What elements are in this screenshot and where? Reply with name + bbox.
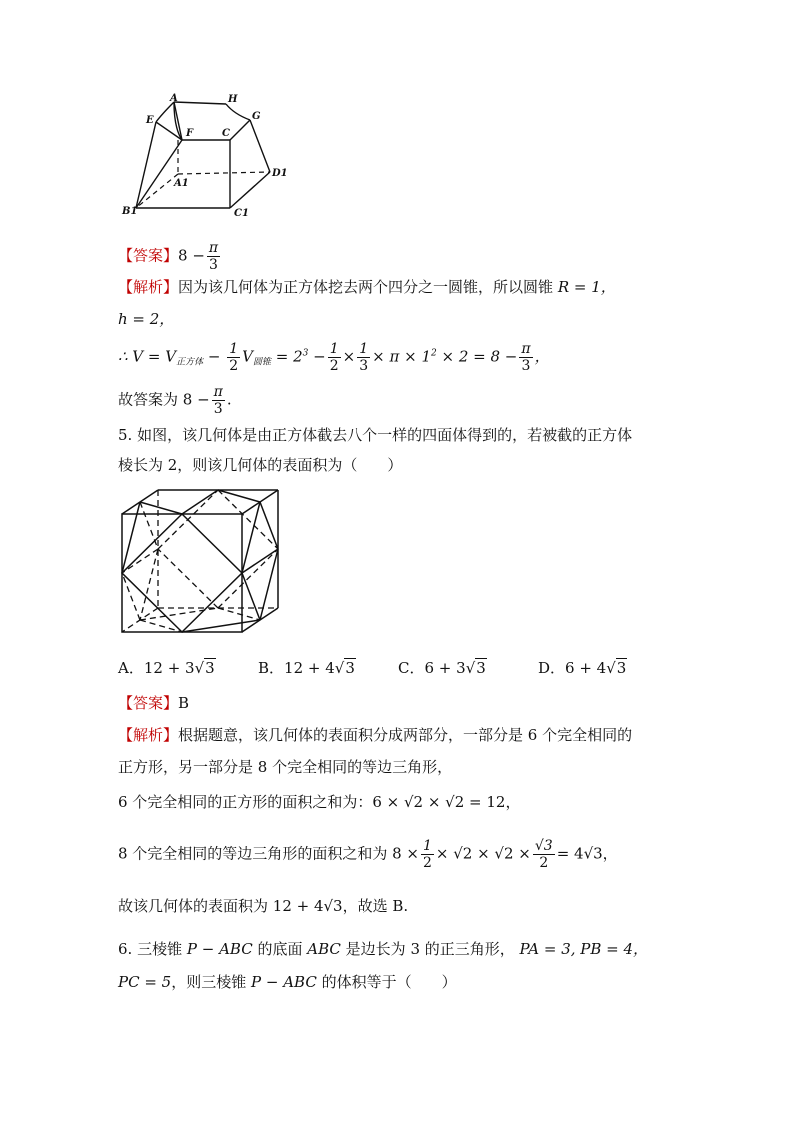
q4-formula: ∴ $V = V_{正方体}$ − $\frac{1}{2}$ $V_{圆锥} = 2^3$ − $\frac{1}{2}$ × $\frac{1}{3}$ × $\pi \times 1^2 \times 2 = 8$ − $\frac{\pi}{3}$ ， [118,341,550,374]
label-A: A [170,93,178,104]
q4-analysis-h: h = 2， [118,310,175,328]
label-E: E [146,115,154,126]
q4-analysis-line1: 【解析】因为该几何体为正方体挖去两个四分之一圆锥，所以圆锥 R = 1， [118,278,616,296]
q5-stem-line2: 棱长为 2，则该几何体的表面积为（ ） [118,456,403,474]
label-D1: D1 [272,168,288,179]
q5-squares: 6 个完全相同的正方形的面积之和为：6 × √2 × √2 = 12， [118,793,521,811]
label-C1: C1 [234,208,249,219]
label-B1: B1 [122,206,138,217]
answer-tag: 【答案】 [118,246,179,265]
figure-cube-quarter-cones [118,90,298,220]
label-A1: A1 [174,178,189,189]
q4-conclusion: 故答案为 8 − $\frac{\pi}{3}$ . [118,384,232,417]
label-G: G [252,111,261,122]
analysis-tag: 【解析】 [118,278,179,296]
figure-cuboctahedron [118,486,282,636]
q5-analysis-line1: 【解析】根据题意，该几何体的表面积分成两部分，一部分是 6 个完全相同的 [118,726,633,744]
option-d[interactable]: D．6 + 4√3 [538,659,627,677]
q5-stem-line1: 5. 如图，该几何体是由正方体截去八个一样的四面体得到的，若被截的正方体 [118,426,633,444]
q4-answer: 【答案】8 − $\frac{\pi}{3}$ [118,240,219,273]
q6-line1: 6. 三棱锥 P − ABC 的底面 ABC 是边长为 3 的正三角形， PA = 3, PB = 4， [118,940,649,958]
option-c[interactable]: C．6 + 3√3 [398,659,486,677]
fraction: $\frac{\pi}{3}$ [208,240,219,273]
option-b[interactable]: B．12 + 4√3 [258,659,355,677]
q5-conclusion: 故该几何体的表面积为 12 + 4√3，故选 B. [118,897,409,915]
q5-analysis-line2: 正方形，另一部分是 8 个完全相同的等边三角形， [118,758,453,776]
label-C: C [222,128,230,139]
label-H: H [228,94,238,105]
q5-answer: 【答案】B [118,694,190,712]
q5-triangles: 8 个完全相同的等边三角形的面积之和为 8 × $\frac{1}{2}$ × √2 × √2 × $\frac{√3}{2}$ = 4√3， [118,838,618,871]
q6-line2: PC = 5，则三棱锥 P − ABC 的体积等于（ ） [118,973,457,991]
option-a[interactable]: A．12 + 3√3 [118,659,215,677]
label-F: F [186,128,194,139]
